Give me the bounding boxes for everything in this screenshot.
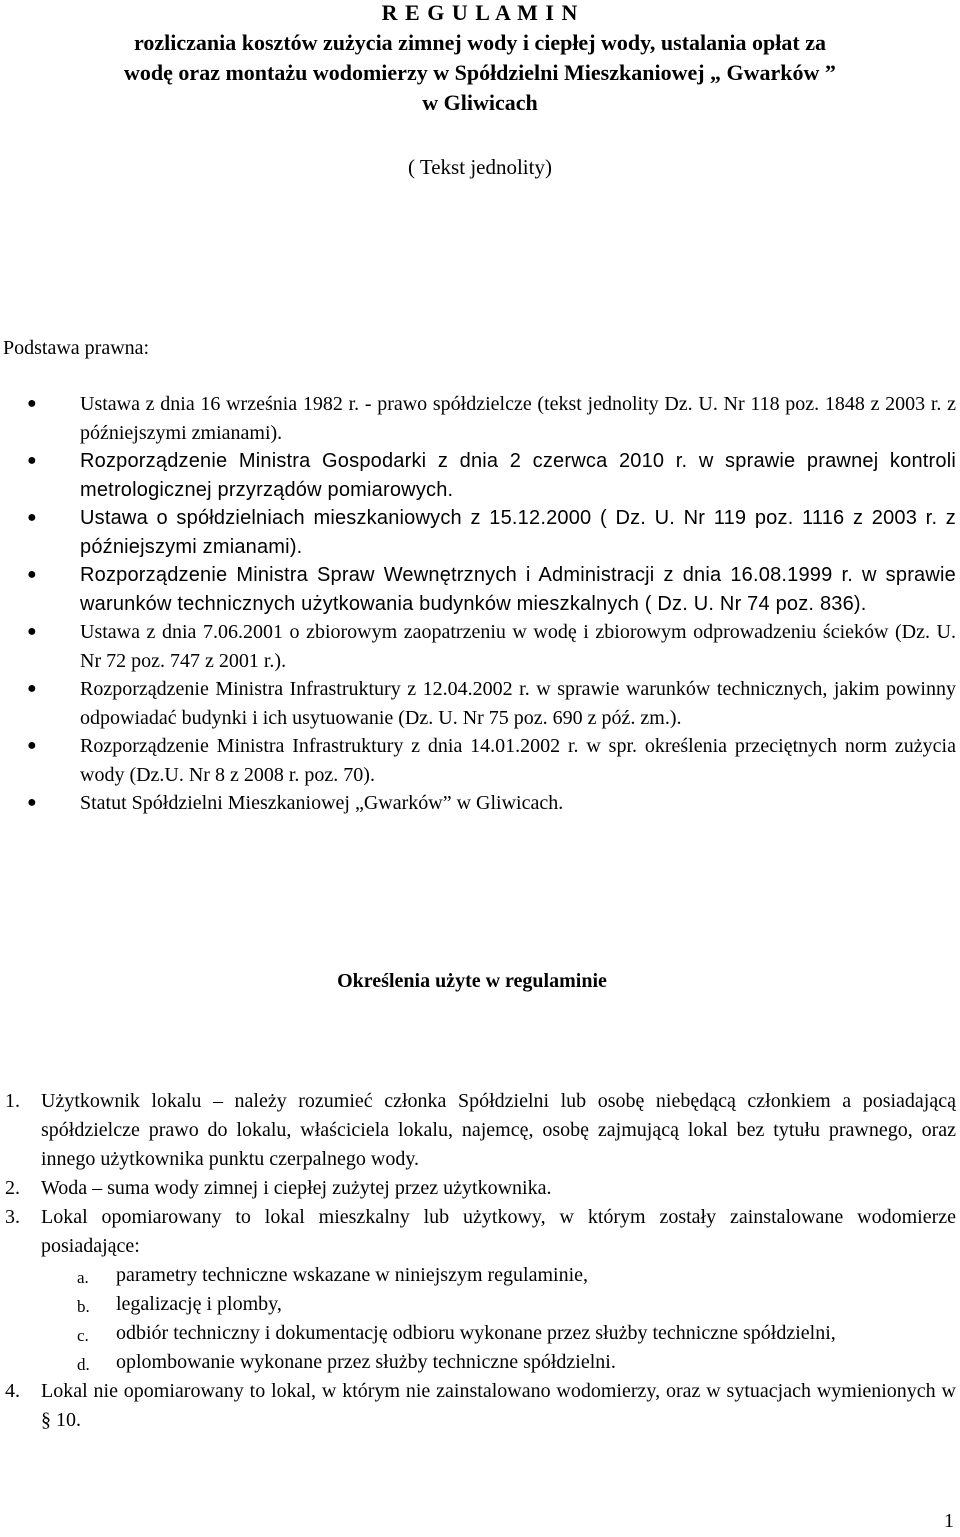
list-item: ● Rozporządzenie Ministra Spraw Wewnętrznych i Administracji z dnia 16.08.1999 r. w sprawie warunków technicznych użytkowania budynków mieszkalnych ( Dz. U. Nr 74 poz. 836). xyxy=(0,561,960,618)
consolidated-text-note: ( Tekst jednolity) xyxy=(408,155,552,179)
document-title: R E G U L A M I N xyxy=(381,0,579,25)
sub-list-item: b. legalizację i plomby, xyxy=(41,1290,956,1319)
list-item: ● Statut Spółdzielni Mieszkaniowej „Gwarków” w Gliwicach. xyxy=(0,789,960,818)
list-item: ● Ustawa z dnia 16 września 1982 r. - prawo spółdzielcze (tekst jednolity Dz. U. Nr 118 poz. 1848 z 2003 r. z późniejszymi zmianami). xyxy=(0,390,960,447)
bullet-icon: ● xyxy=(27,452,37,469)
sub-list xyxy=(41,1261,956,1377)
list-item: ● Rozporządzenie Ministra Infrastruktury z dnia 14.01.2002 r. w spr. określenia przeciętnych norm zużycia wody (Dz.U. Nr 8 z 2008 r. poz. 70). xyxy=(0,732,960,789)
bullet-icon: ● xyxy=(27,680,37,697)
sub-list-item: c. odbiór techniczny i dokumentację odbioru wykonane przez służby techniczne spółdzielni, xyxy=(41,1319,956,1348)
item-letter: a. xyxy=(77,1268,89,1287)
item-text: Użytkownik lokalu – należy rozumieć członka Spółdzielni lub osobę niebędącą członkiem a posiadającą spółdzielcze prawo do lokalu, właściciela lokalu, najemcę, osobę zajmującą lokal bez tytułu prawnego, oraz innego użytkownika punktu czerpalnego wody. xyxy=(41,1090,956,1170)
page-number: 1 xyxy=(944,1510,954,1532)
item-letter: c. xyxy=(77,1326,89,1345)
legal-basis-heading: Podstawa prawna: xyxy=(3,337,150,359)
bullet-icon: ● xyxy=(27,395,37,412)
list-item xyxy=(0,1087,960,1174)
bullet-icon: ● xyxy=(27,623,37,640)
item-text: Lokal opomiarowany to lokal mieszkalny lub użytkowy, w którym zostały zainstalowane wodomierze posiadające: xyxy=(41,1206,956,1257)
item-number: 2. xyxy=(5,1177,20,1199)
item-number: 1. xyxy=(5,1090,20,1112)
item-number: 4. xyxy=(5,1380,20,1402)
list-item: ● Ustawa o spółdzielniach mieszkaniowych z 15.12.2000 ( Dz. U. Nr 119 poz. 1116 z 2003 r. z późniejszymi zmianami). xyxy=(0,504,960,561)
item-number: 3. xyxy=(5,1206,20,1228)
sub-list-item: d. oplombowanie wykonane przez służby techniczne spółdzielni. xyxy=(41,1348,956,1377)
list-item: ● Rozporządzenie Ministra Gospodarki z dnia 2 czerwca 2010 r. w sprawie prawnej kontroli metrologicznej przyrządów pomiarowych. xyxy=(0,447,960,504)
subtitle-line-1: rozliczania kosztów zużycia zimnej wody i ciepłej wody, ustalania opłat za xyxy=(134,30,826,55)
list-item: ● Ustawa z dnia 7.06.2001 o zbiorowym zaopatrzeniu w wodę i zbiorowym odprowadzeniu ścieków (Dz. U. Nr 72 poz. 747 z 2001 r.). xyxy=(0,618,960,675)
subtitle-line-3: w Gliwicach xyxy=(422,90,538,115)
document-header xyxy=(0,0,960,118)
item-letter: b. xyxy=(77,1297,90,1316)
list-item xyxy=(0,1203,960,1377)
item-letter: d. xyxy=(77,1355,90,1374)
list-item: ● Rozporządzenie Ministra Infrastruktury z 12.04.2002 r. w sprawie warunków technicznych, jakim powinny odpowiadać budynki i ich usytuowanie (Dz. U. Nr 75 poz. 690 z póź. zm.). xyxy=(0,675,960,732)
definitions-list xyxy=(0,1087,960,1435)
sub-list-item: a. parametry techniczne wskazane w niniejszym regulaminie, xyxy=(41,1261,956,1290)
list-item xyxy=(0,1174,960,1203)
definitions-heading: Określenia użyte w regulaminie xyxy=(337,970,607,992)
subtitle-line-2: wodę oraz montażu wodomierzy w Spółdzielni Mieszkaniowej „ Gwarków ” xyxy=(124,60,836,85)
item-text: Woda – suma wody zimnej i ciepłej zużytej przez użytkownika. xyxy=(41,1177,552,1199)
legal-basis-list xyxy=(0,390,960,818)
bullet-icon: ● xyxy=(27,794,37,811)
list-item xyxy=(0,1377,960,1435)
bullet-icon: ● xyxy=(27,509,37,526)
item-text: Lokal nie opomiarowany to lokal, w którym nie zainstalowano wodomierzy, oraz w sytuacjach wymienionych w § 10. xyxy=(41,1380,956,1431)
bullet-icon: ● xyxy=(27,737,37,754)
bullet-icon: ● xyxy=(27,566,37,583)
